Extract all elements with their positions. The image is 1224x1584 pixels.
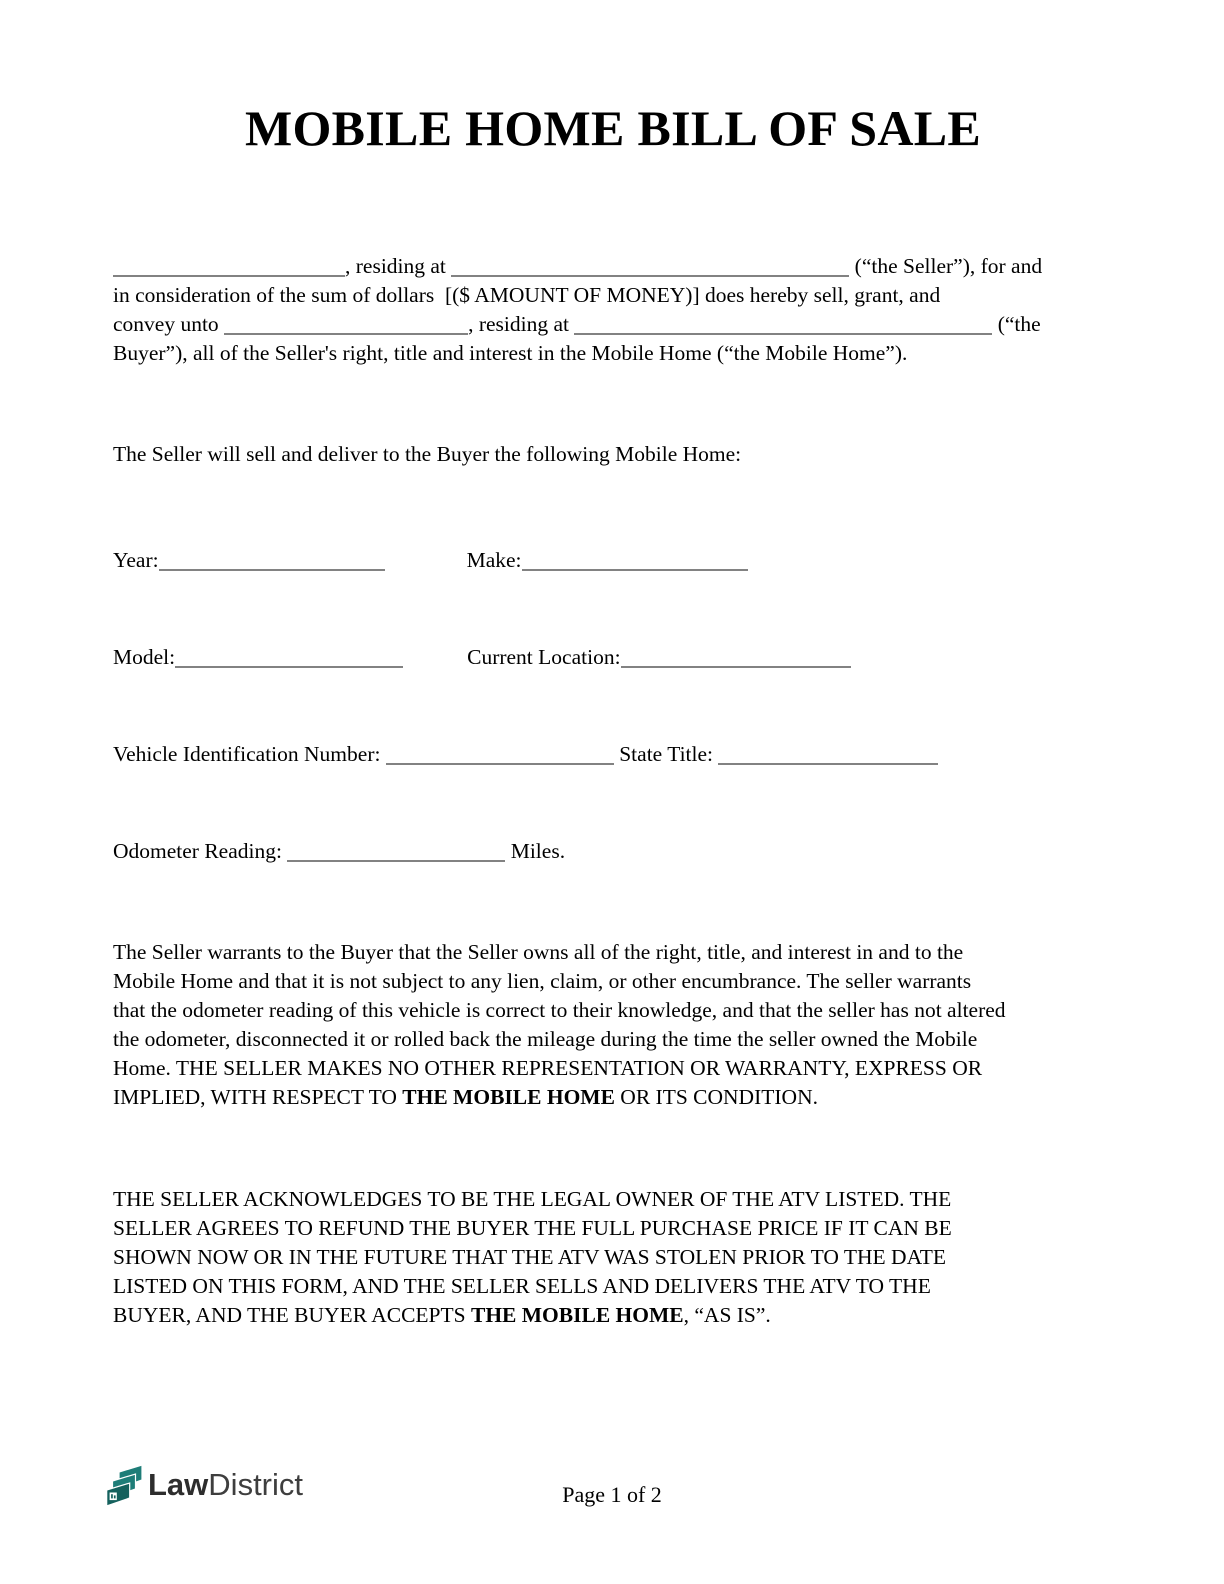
text-segment: , residing at [345,254,452,278]
text-segment: Buyer”), all of the Seller's right, title and interest in the Mobile Home (“the Mobile Home”). [113,341,908,365]
blank-fill-line [113,275,345,277]
blank-fill-line [574,333,992,335]
text-segment: The Seller warrants to the Buyer that the Seller owns all of the right, title, and interest in and to the [113,940,964,964]
text-segment: Home. THE SELLER MAKES NO OTHER REPRESENTATION OR WARRANTY, EXPRESS OR [113,1056,983,1080]
text-segment: State Title: [613,742,719,766]
text-line [113,1185,1113,1214]
text-segment: , residing at [468,312,575,336]
logo-text-law: Law [148,1467,209,1502]
text-line [113,643,1113,672]
text-line [113,1243,1113,1272]
text-line [113,1272,1113,1301]
text-line [113,1025,1113,1054]
text-line [113,339,1113,368]
blank-fill-line [175,666,403,668]
acknowledgement-paragraph [113,1185,1113,1330]
blank-fill-line [621,666,851,668]
text-segment: IMPLIED, WITH RESPECT TO [113,1085,403,1109]
text-segment: (“the Seller”), for and [849,254,1043,278]
text-line [113,967,1113,996]
blank-fill-line [159,569,385,571]
blank-fill-line [522,569,748,571]
text-segment: Mobile Home and that it is not subject to any lien, claim, or other encumbrance. The seller warrants [113,969,972,993]
text-segment: Current Location: [467,645,621,669]
blank-fill-line [287,860,505,862]
text-segment: THE SELLER ACKNOWLEDGES TO BE THE LEGAL OWNER OF THE ATV LISTED. THE [113,1187,952,1211]
blank-fill-line [718,763,938,765]
text-segment: , “AS IS”. [683,1303,771,1327]
text-segment: BUYER, AND THE BUYER ACCEPTS [113,1303,471,1327]
text-segment: LISTED ON THIS FORM, AND THE SELLER SELLS AND DELIVERS THE ATV TO THE [113,1274,931,1298]
text-line [113,740,1113,769]
text-segment: that the odometer reading of this vehicle is correct to their knowledge, and that the seller has not altered [113,998,1006,1022]
text-line [113,310,1113,339]
text-line [113,938,1113,967]
document-content [113,0,1113,1330]
text-segment: Model: [113,645,176,669]
text-line [113,1054,1113,1083]
text-line [113,1301,1113,1330]
text-segment: Odometer Reading: [113,839,288,863]
text-line [113,281,1113,310]
field-row-odometer [113,837,1113,866]
blank-fill-line [224,333,468,335]
text-line [113,546,1113,575]
text-segment: convey unto [113,312,225,336]
text-segment: (“the [992,312,1041,336]
page-footer [0,1460,1224,1540]
bold-text: THE MOBILE HOME [402,1085,615,1109]
page-number: Page 1 of 2 [562,1482,662,1507]
text-line [113,1214,1113,1243]
deliver-statement: The Seller will sell and deliver to the Buyer the following Mobile Home: [113,442,742,466]
text-segment: Vehicle Identification Number: [113,742,386,766]
field-row-vin-state-title [113,740,1113,769]
intro-paragraph [113,252,1113,368]
text-line [113,252,1113,281]
text-segment: SHOWN NOW OR IN THE FUTURE THAT THE ATV WAS STOLEN PRIOR TO THE DATE [113,1245,946,1269]
text-segment: in consideration of the sum of dollars [($ AMOUNT OF MONEY)] does hereby sell, grant, and [113,283,941,307]
text-line [113,1083,1113,1112]
logo-text-district: District [208,1467,304,1502]
text-segment: SELLER AGREES TO REFUND THE BUYER THE FULL PURCHASE PRICE IF IT CAN BE [113,1216,952,1240]
text-segment: the odometer, disconnected it or rolled back the mileage during the time the seller owned the Mobile [113,1027,978,1051]
text-line [113,837,1113,866]
field-row-year-make [113,546,1113,575]
text-segment: Make: [466,548,522,572]
page-title: MOBILE HOME BILL OF SALE [244,100,982,156]
bold-text: THE MOBILE HOME [470,1303,684,1327]
text-line [113,996,1113,1025]
blank-fill-line [386,763,614,765]
warranty-paragraph [113,938,1113,1112]
text-segment: Miles. [505,839,566,863]
text-segment: Year: [113,548,159,572]
blank-fill-line [451,275,849,277]
text-segment: OR ITS CONDITION. [614,1085,818,1109]
field-row-model-location [113,643,1113,672]
